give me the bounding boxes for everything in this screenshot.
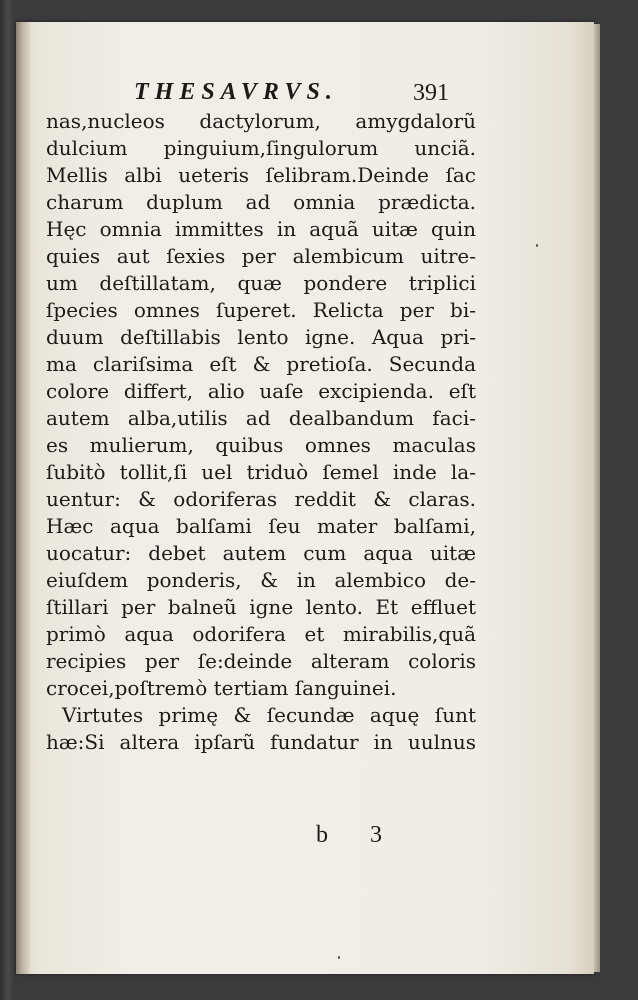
text-line: duum deſtillabis lento igne. Aqua pri- — [46, 325, 476, 349]
text-line: charum duplum ad omnia prædicta. — [46, 190, 476, 214]
text-line: dulcium pinguium,ſingulorum unciã. — [46, 136, 476, 160]
text-line: primò aqua odorifera et mirabilis,quã — [46, 622, 476, 646]
book-page — [16, 22, 594, 974]
text-line: quies aut ſexies per alembicum uitre- — [46, 244, 476, 268]
text-line: uocatur: debet autem cum aqua uitæ — [46, 541, 476, 565]
text-line: Hæc aqua balſami ſeu mater balſami, — [46, 514, 476, 538]
text-line: autem alba,utilis ad dealbandum faci- — [46, 406, 476, 430]
paper-speck — [338, 956, 340, 959]
text-line: um deſtillatam, quæ pondere triplici — [46, 271, 476, 295]
text-line: crocei,poſtremò tertiam ſanguinei. — [46, 676, 397, 700]
text-line: ſpecies omnes ſuperet. Relicta per bi- — [46, 298, 476, 322]
running-head: THESAVRVS. — [134, 79, 338, 105]
page-edge — [594, 24, 600, 972]
signature-mark: b 3 — [316, 822, 400, 848]
text-line: nas,nucleos dactylorum, amygdalorũ — [46, 109, 476, 133]
text-line: es mulierum, quibus omnes maculas — [46, 433, 476, 457]
text-line: hæ:Si altera ipſarũ fundatur in uulnus — [46, 730, 476, 754]
paper-speck — [536, 244, 538, 247]
text-line: Hęc omnia immittes in aquã uitæ quin — [46, 217, 476, 241]
text-line: Mellis albi ueteris ſelibram.Deinde ſac — [46, 163, 476, 187]
text-line: ma clariſsima eſt & pretioſa. Secunda — [46, 352, 476, 376]
page-number: 391 — [413, 80, 449, 106]
text-line: recipies per ſe:deinde alteram coloris — [46, 649, 476, 673]
text-line: ſubitò tollit,ſi uel triduò ſemel inde la- — [46, 460, 476, 484]
text-line: uentur: & odoriferas reddit & claras. — [46, 487, 476, 511]
text-line: ſtillari per balneũ igne lento. Et effluet — [46, 595, 476, 619]
page-gutter — [16, 22, 30, 974]
text-line: colore differt, alio uaſe excipienda. eſt — [46, 379, 476, 403]
text-line: eiuſdem ponderis, & in alembico de- — [46, 568, 476, 592]
body-text — [46, 108, 476, 756]
text-line: Virtutes primę & ſecundæ aquę ſunt — [62, 703, 476, 727]
